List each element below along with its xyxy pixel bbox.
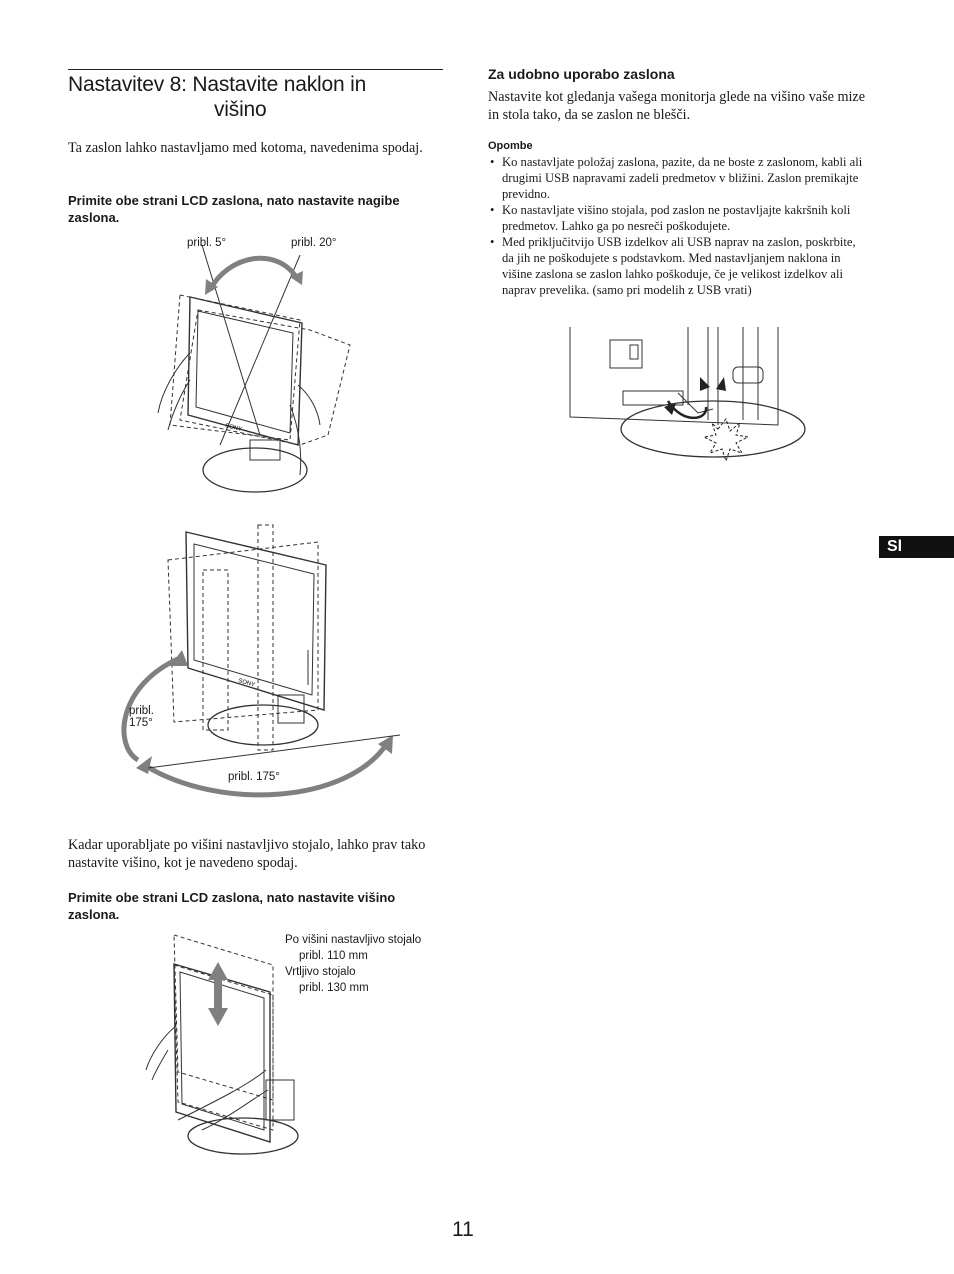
comfort-heading: Za udobno uporabo zaslona xyxy=(488,66,675,82)
swivel-brand: SONY xyxy=(237,678,256,689)
language-tab: Sl xyxy=(879,536,954,558)
title-rule xyxy=(68,69,443,70)
tilt-figure xyxy=(150,235,410,500)
height-intro: Kadar uporabljate po višini nastavljivo stojalo, lahko prav tako nastavite višino, kot je navedeno spodaj. xyxy=(68,837,426,871)
swivel-label-left-1: pribl. xyxy=(129,705,154,717)
height-label-3: Vrtljivo stojalo xyxy=(285,966,356,978)
comfort-text: Nastavite kot gledanja vašega monitorja glede na višino vaše mize in stola tako, da se zaslon ne blešči. xyxy=(488,89,866,123)
step-tilt: Primite obe strani LCD zaslona, nato nastavite nagibe zaslona. xyxy=(68,193,400,225)
height-label-1: Po višini nastavljivo stojalo xyxy=(285,934,422,946)
intro-text: Ta zaslon lahko nastavljamo med kotoma, navedenima spodaj. xyxy=(68,140,423,156)
step-height: Primite obe strani LCD zaslona, nato nastavite višino zaslona. xyxy=(68,890,396,922)
tilt-label-left: pribl. 5° xyxy=(187,237,227,249)
page-title-line2: višino xyxy=(214,98,267,121)
note-item: • Ko nastavljate položaj zaslona, pazite, da ne boste z zaslonom, kabli ali drugimi USB napravami zadeli predmetov v bližini. Zaslon premikajte previdno. xyxy=(488,154,868,202)
notes-heading: Opombe xyxy=(488,140,533,152)
page-title-line1: Nastavitev 8: Nastavite naklon in xyxy=(68,73,367,96)
tilt-brand: SONY xyxy=(224,423,243,434)
note-item: • Ko nastavljate višino stojala, pod zaslon ne postavljajte kakršnih koli predmetov. Lahko ga po nesreči poškodujete. xyxy=(488,202,868,234)
height-label-2: pribl. 110 mm xyxy=(299,950,368,962)
swivel-label-bottom: pribl. 175° xyxy=(228,771,280,783)
page-number: 11 xyxy=(452,1218,474,1241)
swivel-figure xyxy=(108,520,408,810)
notes-list xyxy=(488,154,868,298)
height-label-4: pribl. 130 mm xyxy=(299,982,369,994)
swivel-label-left-2: 175° xyxy=(129,717,153,729)
page-title xyxy=(68,72,448,122)
usb-caution-figure xyxy=(568,325,798,465)
note-item: • Med priključitvijo USB izdelkov ali USB naprav na zaslon, poskrbite, da jih ne poškodujete s podstavkom. Med nastavljanjem naklona in višine zaslona se zaslon lahko poškoduje, če je velikost izdelkov ali naprav prevelika. (samo pri modelih z USB vrati) xyxy=(488,234,868,298)
tilt-label-right: pribl. 20° xyxy=(291,237,337,249)
